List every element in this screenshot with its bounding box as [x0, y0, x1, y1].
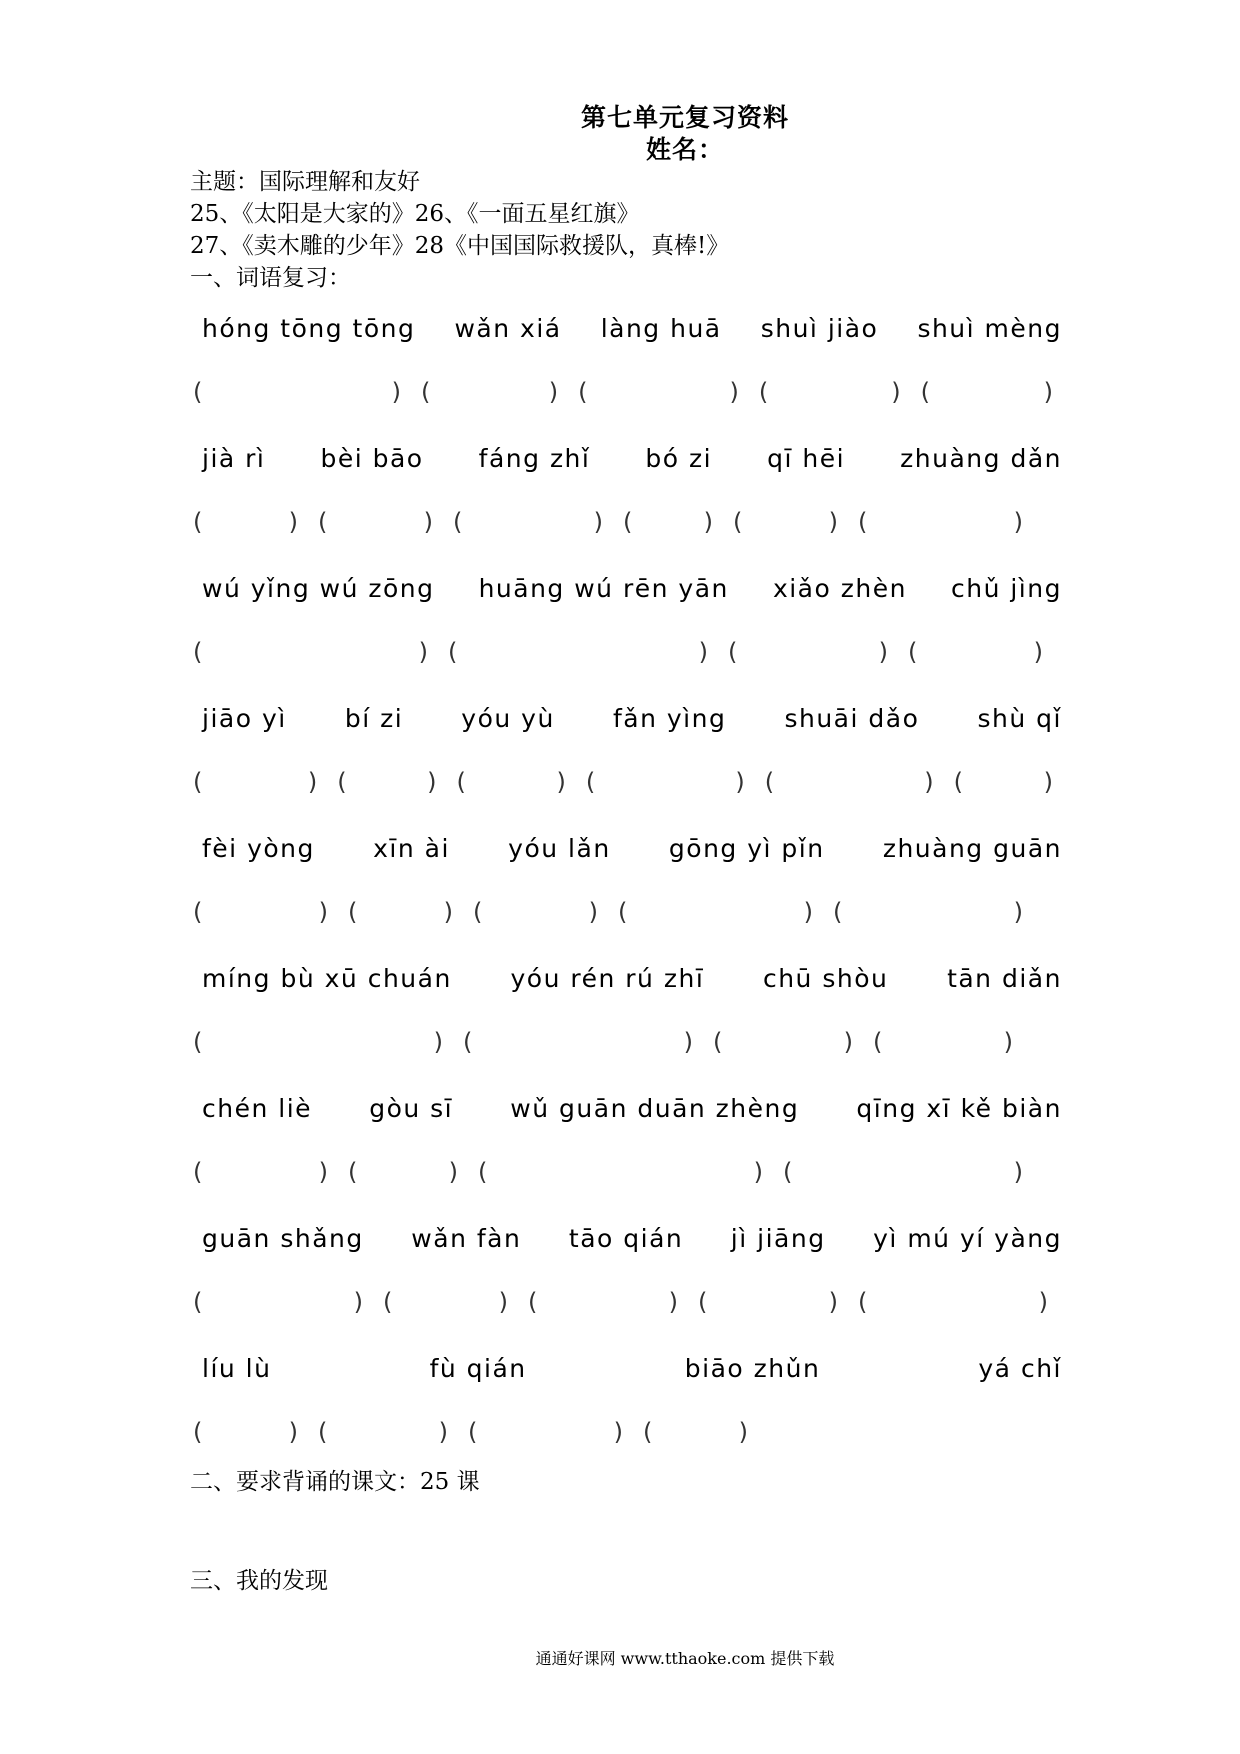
pinyin-row — [202, 1220, 1062, 1256]
pinyin-word: bèi bāo — [320, 443, 424, 473]
pinyin-word: gòu sī — [369, 1093, 454, 1123]
pinyin-word: shuì jiào — [760, 313, 879, 343]
answer-blank[interactable]: ( ) — [473, 898, 598, 926]
lessons-line-1: 25、《太阳是大家的》26、《一面五星红旗》 — [190, 201, 640, 227]
answer-blank[interactable]: ( ) — [193, 768, 318, 796]
pinyin-word: tān diǎn — [947, 963, 1062, 993]
answer-row — [193, 1284, 1053, 1320]
pinyin-word: bí zi — [344, 703, 404, 733]
pinyin-word: fèi yòng — [202, 833, 315, 863]
pinyin-word: qīng xī kě biàn — [856, 1093, 1062, 1123]
pinyin-word: shuì mèng — [917, 313, 1062, 343]
pinyin-word: jià rì — [202, 443, 266, 473]
pinyin-row — [202, 960, 1062, 996]
answer-blank[interactable]: ( ) — [953, 768, 1053, 796]
answer-blank[interactable]: ( ) — [758, 378, 901, 406]
pinyin-word: yóu lǎn — [508, 833, 611, 863]
answer-blank[interactable]: ( ) — [193, 1158, 328, 1186]
answer-blank[interactable]: ( ) — [478, 1158, 763, 1186]
pinyin-word: xīn ài — [373, 833, 450, 863]
footer-credit: 通通好课网 www.tthaoke.com 提供下载 — [535, 1649, 835, 1668]
theme-line: 主题：国际理解和友好 — [190, 169, 420, 195]
pinyin-word: yóu yù — [461, 703, 555, 733]
pinyin-word: bó zi — [645, 443, 713, 473]
answer-blank[interactable]: ( ) — [468, 1418, 623, 1446]
pinyin-row — [202, 1090, 1062, 1126]
answer-blank[interactable]: ( ) — [383, 1288, 508, 1316]
answer-blank[interactable]: ( ) — [193, 1028, 443, 1056]
pinyin-row — [202, 570, 1062, 606]
lessons-line-2: 27、《卖木雕的少年》28《中国国际救援队，真棒!》 — [190, 233, 730, 259]
pinyin-row — [202, 830, 1062, 866]
pinyin-word: zhuàng guān — [882, 833, 1062, 863]
pinyin-word: wǔ guān duān zhèng — [510, 1093, 800, 1123]
pinyin-word: biāo zhǔn — [684, 1353, 821, 1383]
answer-blank[interactable]: ( ) — [463, 1028, 693, 1056]
pinyin-word: hóng tōng tōng — [202, 313, 416, 343]
answer-blank[interactable]: ( ) — [528, 1288, 678, 1316]
answer-blank[interactable]: ( ) — [873, 1028, 1013, 1056]
pinyin-word: tāo qián — [568, 1223, 684, 1253]
answer-blank[interactable]: ( ) — [643, 1418, 748, 1446]
answer-blank[interactable]: ( ) — [193, 638, 428, 666]
answer-blank[interactable]: ( ) — [193, 898, 328, 926]
pinyin-word: yóu rén rú zhī — [510, 963, 705, 993]
section-3-title: 三、我的发现 — [190, 1568, 328, 1594]
pinyin-word: wǎn xiá — [454, 313, 562, 343]
answer-blank[interactable]: ( ) — [618, 898, 813, 926]
answer-blank[interactable]: ( ) — [318, 1418, 448, 1446]
pinyin-word: qī hēi — [767, 443, 846, 473]
answer-row — [193, 894, 1053, 930]
answer-row — [193, 634, 1053, 670]
answer-blank[interactable]: ( ) — [623, 508, 713, 536]
pinyin-row — [202, 310, 1062, 346]
answer-blank[interactable]: ( ) — [920, 378, 1053, 406]
answer-row — [193, 374, 1053, 410]
pinyin-word: shuāi dǎo — [784, 703, 920, 733]
answer-blank[interactable]: ( ) — [698, 1288, 838, 1316]
answer-blank[interactable]: ( ) — [456, 768, 566, 796]
answer-blank[interactable]: ( ) — [908, 638, 1043, 666]
pinyin-word: chén liè — [202, 1093, 313, 1123]
answer-blank[interactable]: ( ) — [783, 1158, 1023, 1186]
pinyin-word: gōng yì pǐn — [668, 833, 825, 863]
pinyin-word: jì jiāng — [730, 1223, 826, 1253]
pinyin-word: jiāo yì — [202, 703, 287, 733]
pinyin-word: fù qián — [429, 1353, 527, 1383]
answer-row — [193, 504, 1053, 540]
answer-blank[interactable]: ( ) — [453, 508, 603, 536]
document-title: 第七单元复习资料 — [580, 103, 789, 132]
section-1-title: 一、词语复习： — [190, 265, 351, 291]
answer-blank[interactable]: ( ) — [733, 508, 838, 536]
name-label: 姓名： — [645, 135, 724, 164]
answer-blank[interactable]: ( ) — [318, 508, 433, 536]
pinyin-word: làng huā — [600, 313, 722, 343]
answer-row — [193, 1154, 1053, 1190]
answer-blank[interactable]: ( ) — [713, 1028, 853, 1056]
pinyin-row — [202, 700, 1062, 736]
answer-blank[interactable]: ( ) — [578, 378, 739, 406]
answer-row — [193, 764, 1053, 800]
answer-blank[interactable]: ( ) — [193, 1418, 298, 1446]
pinyin-word: shù qǐ — [977, 703, 1062, 733]
answer-blank[interactable]: ( ) — [348, 898, 453, 926]
answer-blank[interactable]: ( ) — [193, 1288, 363, 1316]
answer-blank[interactable]: ( ) — [833, 898, 1023, 926]
pinyin-row — [202, 440, 1062, 476]
answer-blank[interactable]: ( ) — [728, 638, 888, 666]
pinyin-word: chū shòu — [762, 963, 889, 993]
pinyin-word: yá chǐ — [978, 1353, 1062, 1383]
answer-blank[interactable]: ( ) — [448, 638, 708, 666]
answer-blank[interactable]: ( ) — [858, 1288, 1048, 1316]
answer-blank[interactable]: ( ) — [764, 768, 934, 796]
pinyin-word: wú yǐng wú zōng — [202, 573, 435, 603]
answer-blank[interactable]: ( ) — [585, 768, 745, 796]
pinyin-word: zhuàng dǎn — [900, 443, 1062, 473]
answer-blank[interactable]: ( ) — [858, 508, 1023, 536]
pinyin-word: huāng wú rēn yān — [478, 573, 729, 603]
answer-blank[interactable]: ( ) — [193, 508, 298, 536]
pinyin-row — [202, 1350, 1062, 1386]
pinyin-word: guān shǎng — [202, 1223, 364, 1253]
pinyin-word: fáng zhǐ — [478, 443, 591, 473]
pinyin-word: míng bù xū chuán — [202, 963, 452, 993]
pinyin-word: yì mú yí yàng — [873, 1223, 1062, 1253]
answer-blank[interactable]: ( ) — [348, 1158, 458, 1186]
pinyin-word: chǔ jìng — [950, 573, 1062, 603]
answer-row — [193, 1414, 1053, 1450]
pinyin-word: wǎn fàn — [411, 1223, 522, 1253]
answer-blank[interactable]: ( ) — [337, 768, 437, 796]
section-2-title: 二、要求背诵的课文：25 课 — [190, 1469, 480, 1495]
pinyin-word: fǎn yìng — [612, 703, 727, 733]
answer-blank[interactable]: ( ) — [193, 378, 401, 406]
answer-row — [193, 1024, 1053, 1060]
pinyin-word: xiǎo zhèn — [772, 573, 907, 603]
answer-blank[interactable]: ( ) — [421, 378, 559, 406]
pinyin-word: líu lù — [202, 1353, 272, 1383]
